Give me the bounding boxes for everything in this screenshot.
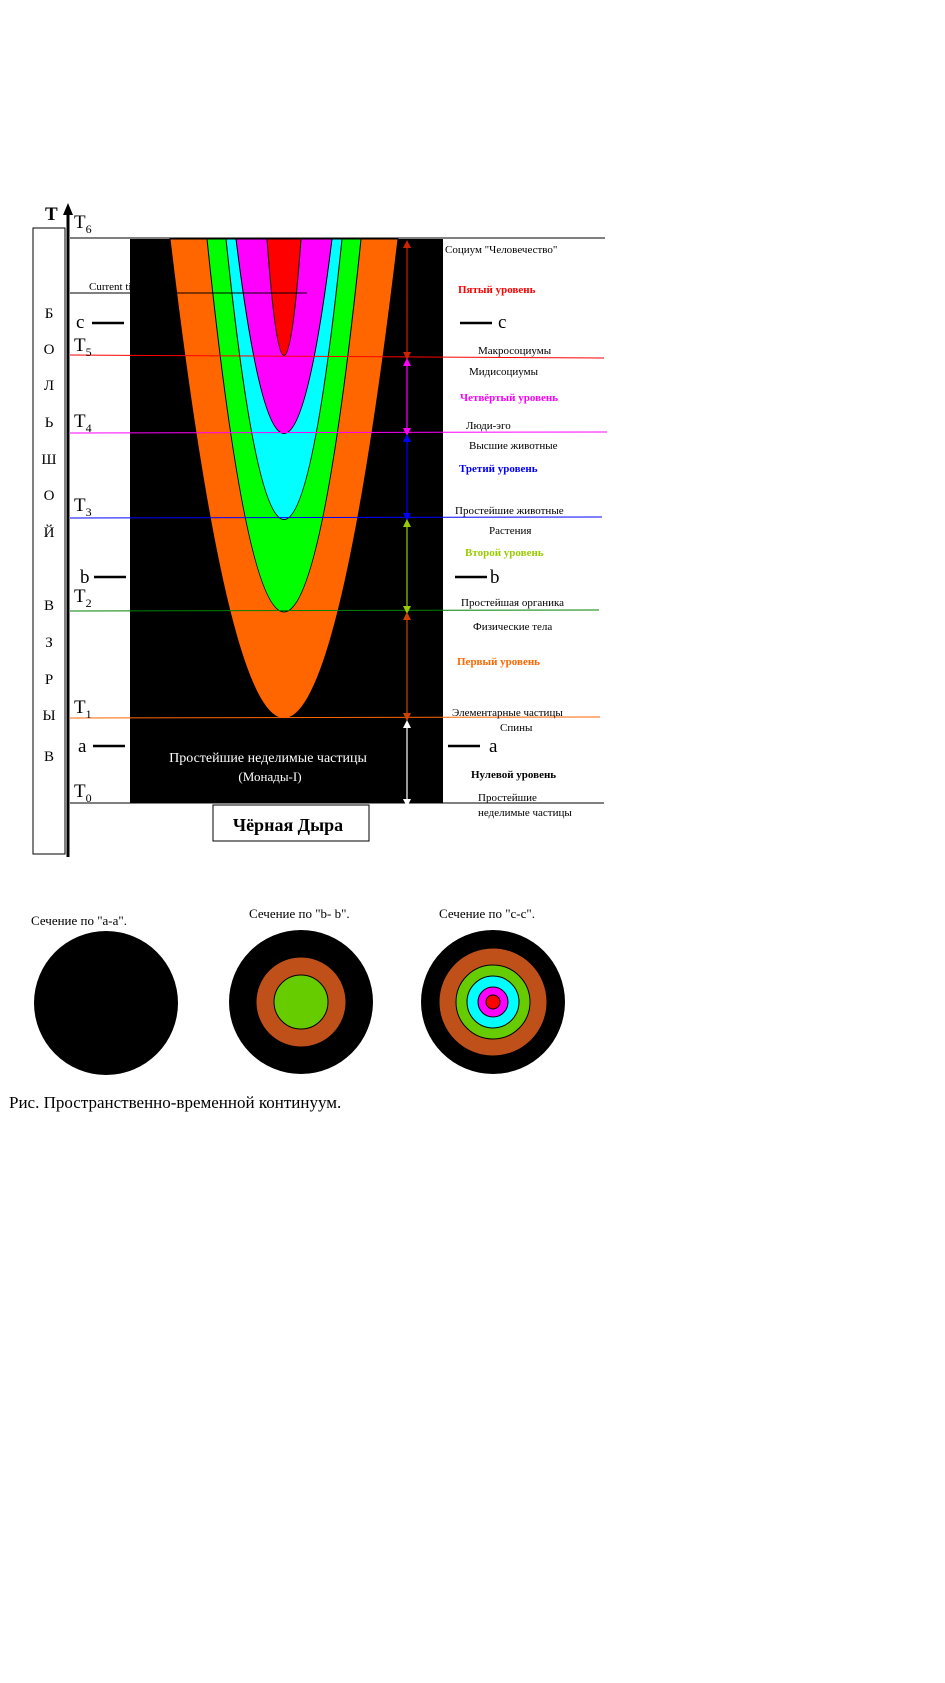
label-simplest1: Простейшие <box>478 792 537 804</box>
figure-caption: Рис. Пространственно-временной континуум. <box>9 1093 342 1112</box>
section-mark-c-left: c <box>76 312 85 333</box>
time-axis-label: T <box>45 204 58 225</box>
time-axis-arrow <box>63 203 73 215</box>
big-bang-letter: З <box>45 635 53 651</box>
t6-label: $T_6$ <box>74 212 92 236</box>
label-level0: Нулевой уровень <box>471 769 557 781</box>
label-elementary: Элементарные частицы <box>452 707 563 719</box>
label-socium: Социум "Человечество" <box>445 244 558 256</box>
section-mark-b-left: b <box>80 567 90 588</box>
t2-label: $T_2$ <box>74 586 92 610</box>
big-bang-letter: Б <box>44 306 54 322</box>
big-bang-letter: В <box>43 598 55 614</box>
label-level1: Первый уровень <box>457 656 540 668</box>
label-simple-organic: Простейшая органика <box>461 597 565 609</box>
section-aa-black <box>34 931 178 1075</box>
label-level4: Четвёртый уровень <box>460 392 559 404</box>
label-level5: Пятый уровень <box>458 284 536 296</box>
core-line1: Простейшие неделимые частицы <box>169 751 367 766</box>
big-bang-letter: Ш <box>41 452 57 468</box>
section-cc-red <box>486 995 500 1009</box>
big-bang-letter: Й <box>43 525 55 541</box>
right-labels <box>445 244 572 819</box>
big-bang-letter: О <box>43 488 55 504</box>
big-bang-letter: Ь <box>44 415 54 431</box>
time-marks <box>74 212 92 805</box>
t4-label: $T_4$ <box>74 411 92 435</box>
label-simplest2: неделимые частицы <box>478 807 572 819</box>
black-hole-label: Чёрная Дыра <box>232 815 344 835</box>
t0-label: $T_0$ <box>74 781 92 805</box>
t3-label: $T_3$ <box>74 495 92 519</box>
label-spins: Спины <box>500 722 533 734</box>
big-bang-letter: Р <box>44 672 54 688</box>
core-line2: (Монады-I) <box>238 769 302 784</box>
label-people: Люди-эго <box>466 420 511 432</box>
section-mark-b-right: b <box>490 567 500 588</box>
label-level3: Третий уровень <box>459 463 538 475</box>
section-mark-c-right: c <box>498 312 507 333</box>
label-higher-animals: Высшие животные <box>469 440 558 452</box>
section-bb-label: Сечение по "b- b". <box>249 906 350 921</box>
label-bodies: Физические тела <box>473 621 553 633</box>
big-bang-letter: Ы <box>42 708 56 724</box>
label-macro: Макросоциумы <box>478 345 552 357</box>
t1-label: $T_1$ <box>74 697 92 721</box>
section-cc-label: Сечение по "c-c". <box>439 906 535 921</box>
section-mark-a-left: a <box>78 736 87 757</box>
section-aa-label: Сечение по "a-a". <box>31 913 127 928</box>
label-level2: Второй уровень <box>465 547 544 559</box>
section-bb-green <box>274 975 328 1029</box>
section-mark-a-right: a <box>489 736 498 757</box>
big-bang-letter: Л <box>43 378 55 394</box>
label-midi: Мидисоциумы <box>469 366 539 378</box>
current-time-label: Current time <box>89 281 145 293</box>
big-bang-letter: О <box>43 342 55 358</box>
t5-label: $T_5$ <box>74 335 92 359</box>
label-plants: Растения <box>489 525 532 537</box>
big-bang-letter: В <box>43 749 55 765</box>
label-simple-animals: Простейшие животные <box>455 505 564 517</box>
